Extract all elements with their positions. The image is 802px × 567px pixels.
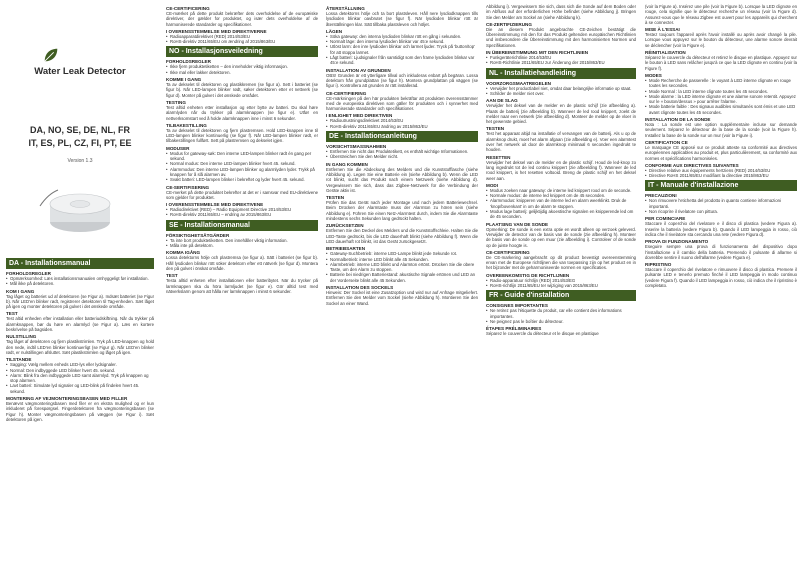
bullet-item: • Ikke mal eller lakker detektoren. xyxy=(166,70,318,75)
section-header: DE - Installationsanleitung xyxy=(326,131,478,142)
subheading: CE-ZERTIFIZIERUNG xyxy=(486,21,532,27)
subheading: INSTALLATION AV GRUNDEN xyxy=(326,67,391,73)
bullet-item: • Directive relative aux équipements hertziens (RED) 2014/53/EU xyxy=(645,168,797,173)
bullet-item: • Non rimuovere l'etichetta del prodotto in quanto contiene informazioni importanti. xyxy=(645,198,797,209)
col5-flow xyxy=(645,0,797,288)
section-header: FR - Guide d'installation xyxy=(486,290,636,301)
subheading: ÅTERSTÄLLNING xyxy=(326,6,365,11)
subheading: PROVA DI FUNZIONAMENTO xyxy=(645,239,709,245)
bullet-item: • Überstreichen Sie den Melder nicht. xyxy=(326,154,478,159)
paragraph: Tag låget af detektoren og fjern plastikstrimlen. Tryk på LED-knappen og hold den nede, indtil LED'en blinker kontinuerligt (se Figur g). Når LED'en blinker rødt, er nulstillingen afsluttet. Sæt plastikstrimlen og låget på igen. xyxy=(6,339,154,355)
paragraph: Abbildung i). Vergewissern Sie sich, dass sich die Sonde auf dem Boden oder im Abfluss auf der erforderlichen Höhe befindet (siehe Abbildung j). Bringen Sie den Melder am Sockel an (siehe Abbildung k). xyxy=(486,4,636,20)
bullet-item: • Ne peignez pas le boîtier du détecteur. xyxy=(486,319,636,324)
bullet-item: • Modus for gateway-søk: Den interne LED-lampen blinker rødt én gang per sekund. xyxy=(166,151,318,162)
subheading: CE-CERTIFICERING xyxy=(166,6,210,11)
paragraph: Tag låget og batteriet ud af detektoren (se Figur a). Indsæt batteriet (se Figur b). Når LED'en blinker rødt, registrerer detektoren til Tag-enheden. Sæt låget på igen og monter detektoren på gulvet i det ønskede område. xyxy=(6,293,154,310)
subheading: TILBAKESTILLING xyxy=(166,122,207,128)
section-header: NL - Installatiehandleiding xyxy=(486,68,636,79)
bullet-item: • Söka gateway: den interna lysdioden blinkar rött en gång i sekunden. xyxy=(326,34,478,39)
detector-illustration xyxy=(30,166,130,246)
subheading: CE-SERTIFISERING xyxy=(166,184,210,190)
subheading: TEST xyxy=(6,311,18,317)
subheading: TESTING xyxy=(166,99,186,105)
bullet-item: • Ta inte bort produktetiketten. Den innehåller viktig information. xyxy=(166,238,318,243)
section-header: DA - Installationsmanual xyxy=(6,258,154,269)
subheading: VORSICHTSMASSNAHMEN xyxy=(326,144,387,150)
bullet-item: • Directive RoHS 2011/65/EU modifiant la directive 2015/863/EU xyxy=(645,173,797,178)
subheading: CE-CERTIFICERING xyxy=(486,249,530,255)
paragraph: Opmerking: De sonde is een extra optie en wordt alleen op verzoek geleverd. Verwijder de detector van de basis van de sonde (zie afbeelding h). Monteer de basis van de sonde op een muur (zie afbeelding i). Controleer of de sonde op de juiste hoogte is. xyxy=(486,226,636,248)
paragraph: Benævnt vægmonteringsbasen med filer er en ekstra mulighed og er kun inkluderet på forespørgsel. Fingerdetektoren fra vægmonteringsbasen (se Figur h). Monter vægmonteringsbasen på væggen (se Figur i). Sæt detektoren på igen. xyxy=(6,401,154,422)
paragraph: Lossa detektorns hölje och ta bort plastsleven. Håll nere lysdiodknappen tills lysdioden blinkar oavbrutet (se figur f). När lysdioden blinkar rött är återställningen klar. Sätt tillbaka plastsleven och höljet. xyxy=(326,11,478,27)
bullet-item: • Verwijder het productlabel niet, omdat daar belangrijke informatie op staat. xyxy=(486,86,636,91)
column-5 xyxy=(645,0,797,567)
bullet-item: • Lavt batteri: Simulate lyd signaler og LED-blink på findelen hvert 45. sekund. xyxy=(6,383,154,394)
paragraph: Verwijder het deksel van de melder en de plastic schijf (zie afbeelding a). Plaats de batterij (zie afbeelding b). Wanneer de led rood knippert, zoekt de melder naar een netwerk (zie afbeelding d). Monteer de melder op de vloer in het gewenste gebied. xyxy=(486,103,636,125)
column-1 xyxy=(0,0,160,567)
subheading: ÉTAPES PRÉLIMINAIRES xyxy=(486,326,542,332)
paragraph: Séparez le couvercle du détecteur et retirez le disque en plastique. Appuyez sur le bouton à LED sans relâcher jusqu'à ce que la LED clignote en continu (voir la Figure f). xyxy=(645,55,797,71)
languages-line-2: IT, ES, PL, CZ, FI, PT, EE xyxy=(28,138,132,148)
bullet-item: • Normal modus: Den interne LED-lampen blinker hvert 45. sekund. xyxy=(166,161,318,166)
subheading: CONSIGNES IMPORTANTES xyxy=(486,303,548,309)
bullet-item: • Måla inte på detektorn. xyxy=(166,243,318,248)
subheading: MODUSER xyxy=(166,145,190,151)
bullet-item: • RoHS-direktiv 2011/65/EU – endring av 2015/863/EU xyxy=(166,212,318,217)
subheading: PER COMINCIARE xyxy=(645,216,686,222)
subheading: TESTEN xyxy=(486,126,505,132)
bullet-item: • Svakt batteri: LED-lampen blinker i bekreftet og lyder hvert 45. sekund. xyxy=(166,177,318,182)
paragraph: Die an diesem Produkt angebrachte CE-Zeichen bestätigt die Übereinstimmung mit den für das Produkt geltenden europäischen Richtlinien und insbesondere die Übereinstimmung mit den harmonisierten Normen und Spezifikationen. xyxy=(486,26,636,48)
subheading: MODES xyxy=(645,72,662,78)
languages-line-1: DA, NO, SE, DE, NL, FR xyxy=(29,125,130,135)
bullet-item: • Funkgeräterichtlinie 2014/53/EU xyxy=(486,55,636,60)
subheading: INSTALLATION DES SOCKELS xyxy=(326,284,394,290)
bullet-item: • Lågt batteri: Ljudsignaler från samtidigt som den frame lysdioden blinkar var 45:e sekund. xyxy=(326,55,478,66)
paragraph: CE-märkningen på den här produkten bekräftar att produkten överensstämmer med de europeiska direktiven som gäller för produkten och i synnerhet med harmoniserade standarder och specifikationer. xyxy=(326,95,478,112)
bullet-item: • Mode batterie faible : Des signaux audibles simultanés sont émis et une LED avant clignote toutes les 45 secondes. xyxy=(645,104,797,115)
bullet-item: • Sagging: Vælg mellem enheds LED-lys eller lydsignaler. xyxy=(6,362,154,367)
section-header: IT - Manuale d'installazione xyxy=(645,180,797,191)
paragraph: OBS! Grunden är ett ytterligare tillval och inkluderas enbart på begäran. Lossa detektorn från grundplattan (se figur h). Montera grundplattan på väggen (se figur i). Kontrollera att grunden är rätt installerad. xyxy=(326,72,478,89)
subheading: FORHOLDSREGLER xyxy=(6,271,51,276)
col1-flow xyxy=(6,256,154,422)
version-label: Version 1.3 xyxy=(67,158,93,164)
leaf-logo-icon xyxy=(42,46,60,64)
bullet-item: • Radioapparatdirektivet (RED) 2014/53/EU xyxy=(166,34,318,39)
subheading: BETRIEBSARTEN xyxy=(326,246,366,252)
subheading: LÄGEN xyxy=(326,28,343,34)
paragraph: Verwijder het deksel van de melder en de plastic schijf. Houd de led-knop zo lang ingedrukt tot de led continu knippert (zie afbeelding f). Wanneer de led rood knippert, is het resetten voltooid. Breng de plastic schijf en het deksel weer aan. xyxy=(486,159,636,181)
bullet-item: • Alarmmodus: knipperen van de interne led en alarm weerklinkt. Druk de 'knop/bovenkant' in om de alarm te stoppen. xyxy=(486,198,636,209)
subheading: TEST xyxy=(166,273,178,279)
column-3 xyxy=(326,0,478,567)
paragraph: Entfernen Sie den Deckel des Melders und die Kunststoffschleie. Halten Sie die LED-Taste gedrückt, bis die LED dauerhaft blinkt (siehe Abbildung f). Wenn die LED dauerhaft rot blinkt, ist das Gerät zurückgesetzt. xyxy=(326,228,478,244)
bullet-item: • Ne retirez pas l'étiquette du produit, car elle contient des informations importantes. xyxy=(486,308,636,319)
subheading: FÖRSIKTIGHETSÅTGÄRDER xyxy=(166,232,230,238)
subheading: NULSTILLING xyxy=(6,334,37,340)
subheading: TESTEN xyxy=(326,195,345,201)
bullet-item: • Radio-apparatuur richtlijn (RED) 2014/53/EG xyxy=(486,278,636,283)
paragraph: CE-mærket på dette produkt bekræfter dets overholdelse af de europæiske direktiver, der gælder for produktet, og især dets overholdelse af de harmoniserede standarder og specifikationer. xyxy=(166,11,318,27)
subheading: I OVERENSSTEMMELSE MED DIREKTIVENE xyxy=(166,202,264,208)
bullet-item: • Normal: Den indbyggede LED blinker hvert 45. sekund. xyxy=(6,368,154,373)
paragraph: Staccare il coperchio del rivelatore e rimuovere il disco di plastica. Premere il pulsante LED e tenerlo premuto finché il LED lampeggia in modo continuo (vedere Figura f). Quando il LED lampeggia in rosso, ciò indica che il ripristino è completato. xyxy=(645,267,797,288)
paragraph: Staccare il coperchio del rivelatore e il disco di plastica (vedere Figura a). Inserire la batteria (vedere Figura b). Quando il LED lampeggia in rosso, ciò indica che il rivelatore sta cercando una rete (vedere Figura d). xyxy=(645,221,797,237)
subheading: MONTERING AF VEJMONTERINGSBASEN MED FILLER xyxy=(6,396,128,402)
bullet-item: • Mode Recherche de passerelle : le voyant à LED interne clignote en rouge toutes les secondes. xyxy=(645,78,797,89)
subheading: AAN DE SLAG xyxy=(486,98,518,104)
section-header: SE - Installationsmanual xyxy=(166,220,318,231)
column-2 xyxy=(166,0,318,567)
paragraph: Ta av dekselet til detektoren og fjern plastremsen. Hold LED-knappen inne til LED-lampen blinker kontinuerlig (se figur f). Når LED-lampen blinker rødt, er tilbakestillingen fullført. Sett på plastremsen og dekselet igjen. xyxy=(166,127,318,144)
subheading: KOMMA IGÅNG xyxy=(166,250,201,256)
subheading: FORHOLDSREGLER xyxy=(166,59,211,65)
subheading: TILSTANDE xyxy=(6,357,32,363)
paragraph: Testez toujours l'appareil après l'avoir installé ou après avoir changé la pile. Lorsque vous appuyez sur le bouton du détecteur, une alarme sonore devrait se déclencher (voir la Figure e). xyxy=(645,32,797,48)
paragraph: De CE-markering aangebracht op dit product bevestigt overeenstemming ervan met de Europese richtlijnen die van toepassing zijn op het product en in het bijzonder met de geharmoniseerde normen en specificaties. xyxy=(486,254,636,271)
paragraph: Hinweis: Der Sockel ist eine Zusatzoption und wird nur auf Anfrage mitgeliefert. Entfernen Sie den Melder vom Sockel (siehe Abbildung h). Montieren Sie den Sockel an einer Wand. xyxy=(326,289,478,306)
paragraph: CE-merket på dette produktet bekrefter at det er i samsvar med EU-direktivene som gjelder for produktet. xyxy=(166,189,318,200)
subheading: PLAATSING VAN DE SONDE xyxy=(486,221,549,227)
bullet-item: • RoHS-richtlijn 2011/65/EU ter wijziging van 2015/863/EU xyxy=(486,283,636,288)
subheading: OVEREENKOMSTIG DE RICHTLIJNEN xyxy=(486,272,570,278)
subheading: IN ÜBEREINSTIMMUNG MIT DEN RICHTLINIEN xyxy=(486,50,589,56)
bullet-item: • Alarmmodus: Den interne LED-lampen blinker og alarmlyden lyder. Trykk på knappen for å slå alarmen av. xyxy=(166,167,318,178)
subheading: IN GANG KOMMEN xyxy=(326,161,368,167)
subheading: CE-CERTIFIERING xyxy=(326,90,367,96)
bullet-item: • Normalt läge: den interna lysdioden blinkar var 45:e sekund. xyxy=(326,39,478,44)
subheading: CERTIFICATION CE xyxy=(645,139,688,145)
subheading: KOM I GANG xyxy=(6,288,35,294)
bullet-item: • Entfernen Sie nicht das Produktetikett, es enthält wichtige Informationen. xyxy=(326,149,478,154)
bullet-item: • RoHS-direktiv 2011/65/EU om ændring af 2015/863/EU xyxy=(166,39,318,44)
bullet-item: • Non ricoprire il rivelatore con pittura. xyxy=(645,209,797,214)
paragraph: Eseguire sempre una prova di funzionamento del dispositivo dopo l'installazione o il cambio della batteria. Premendo il pulsante di allarme si dovrebbe sentire il suono dell'allarme (vedere Figura e). xyxy=(645,244,797,260)
subheading: I OVERENSSTEMMELSE MED DIREKTIVERNE xyxy=(166,28,267,34)
subheading: VOORZORGSMAATREGELEN xyxy=(486,80,551,86)
bullet-item: • Modus lage batterij: gelijktijdig akoestische signalen en knipperende led om de 45 seconden. xyxy=(486,209,636,220)
paragraph: Prüfen Sie das Gerät nach jeder Montage und nach jedem Batteriewechsel. Beim Drücken der Alarmtaste muss der Alarmton zu hören sein (siehe Abbildung e). Führen Sie einen Netz-Alarmtest durch, indem Sie die Alarmtaste mindestens sechs Sekunden lang gedrückt halten. xyxy=(326,200,478,222)
languages-list xyxy=(0,124,160,150)
section-header: NO - Installasjonsveiledning xyxy=(166,46,318,57)
subheading: MODI xyxy=(486,182,498,188)
subheading: CONFORME AUX DIRECTIVES SUIVANTES xyxy=(645,162,739,168)
bullet-item: • Opmærksomhed: Læs installationsmanualen omhyggeligt før installation. xyxy=(6,276,154,281)
paragraph: (voir la Figure a). Insérez une pile (voir la Figure b). Lorsque la LED clignote en rouge, cela signifie que le détecteur recherche un réseau (voir la Figure d). Assurez-vous que le réseau Zigbee est ouvert pour les appareils qui cherchent à se connecter. xyxy=(645,4,797,25)
bullet-item: • Schilder de melder niet over. xyxy=(486,91,636,96)
paragraph: Test het apparaat altijd na installatie of vervangen van de batterij. Als u op de alarmknop drukt, moet het alarm afgaan (zie afbeelding e). Voer een alarmtest over het netwerk uit door de alarmknop minimaal 6 seconden ingedrukt te houden. xyxy=(486,131,636,153)
product-title: Water Leak Detector xyxy=(34,66,126,77)
bullet-item: • Mål ikke på detektoren. xyxy=(6,281,154,286)
paragraph: Ta av dekselet til detektoren og plastikkremen (se figur a). Sett i batteriet (se figur b). Når LED-lampen blinker rødt, søker detektoren etter et nettverk (se figur d). Monter på gulvet i det ønskede området. xyxy=(166,82,318,98)
subheading: INSTALLATION DE LA SONDE xyxy=(645,117,711,123)
bullet-item: • Batterie bei niedrigen Batteriestand: akustische Signale ertönen und LED an der Vorderseite blinkt alle 45 Sekunden. xyxy=(326,272,478,283)
bullet-item: • Normalbetrieb: interne LED blinkt alle 45 Sekunden. xyxy=(326,257,478,262)
bullet-item: • Radiodirektivet (RED) – Radio Equipment Directive 2014/53/EU xyxy=(166,207,318,212)
paragraph: Lossa detektorns hölje och plastremsa (se figur a). Sätt i batteriet (se figur b). Håll lysdioden blinkar rött söker detektorn efter ett nätverk (se figur d). Montera den på golvet i önskat område. xyxy=(166,255,318,271)
paragraph: Entfernen Sie die Abdeckung des Melders und die Kunststofflasche (siehe Abbildung a). Legen Sie eine Batterie ein (siehe Abbildung b). Wenn die LED rot blinkt, sucht das Produkt nach einem Netzwerk (siehe Abbildung d). Vergewissern Sie sich, dass das Zigbee-Netzwerk für die Verbindung der Geräte aktiv ist. xyxy=(326,166,478,193)
subheading: ZURÜCKSETZEN xyxy=(326,223,364,229)
subheading: MISE À L'ESSAI xyxy=(645,27,680,33)
col4-flow xyxy=(486,0,636,336)
bullet-item: • Ikke fjern produktetiketten – den inneholder viktig informasjon. xyxy=(166,64,318,69)
bullet-item: • Radioutrustningsdirektivet 2014/53/EU xyxy=(326,118,478,123)
subheading: RESETTEN xyxy=(486,154,511,160)
bullet-item: • Normale modus: de interne led knippert om de 45 seconden. xyxy=(486,193,636,198)
paragraph: Testa alltid enheten efter installationen eller batteribytet. När du trycker på larmknappen ska du höra larmljudet (se figur e). Gör alltid test med nätverkslarm genom att hålla ner larmknappen i minst 6 sekunder. xyxy=(166,278,318,294)
bullet-item: • RoHS-direktiv 2011/65/EU ändring av 2015/863/EU xyxy=(326,124,478,129)
bullet-item: • Mode alarme : la LED interne clignote et une alarme sonore retentit. Appuyez sur le « bouton/dessus » pour arrêter l'alarme. xyxy=(645,94,797,105)
subheading: I ENLIGHET MED DIREKTIVEN xyxy=(326,113,393,119)
bullet-item: • Modus zoeken naar gateway: de interne led knippert rood om de seconde. xyxy=(486,188,636,193)
subheading: PRECAUZIONI xyxy=(645,193,677,199)
paragraph: Séparez le couvercle du détecteur et le disque en plastique xyxy=(486,331,599,337)
bullet-item: • Gateway-Suchbetrieb: interne LED-Lampe blinkt jede Sekunde rot. xyxy=(326,251,478,256)
bullet-item: • Utlöst larm: den inre lysdioden blinkar och larmet ljuder. Tryck på 'button/top' för att stoppa larmet. xyxy=(326,44,478,55)
subheading: RIPRISTINO xyxy=(645,262,672,268)
bullet-item: • Alarmbetrieb: interne LED blinkt und Alarmton ertönt. Drücken Sie die obere Taste, um den Alarm zu stoppen. xyxy=(326,262,478,273)
paragraph: Test alltid enheten etter installasjon og etter bytte av batteri. Du skal høre alarmlyden når du trykker på alarmknappen (se figur e). Utfør en nettverksomstart ved å holde alarmknappen inne i minst 6 sekunder. xyxy=(166,104,318,121)
col3-flow xyxy=(326,0,478,306)
paragraph: Nota : La sonde est une option supplémentaire incluse sur demande seulement. Séparez le détecteur de la base de la sonde (voir la Figure h). Installez la base de la sonde sur un mur (voir la Figure i). xyxy=(645,122,797,138)
bullet-item: • Mode Normal : la LED interne clignote toutes les 45 secondes. xyxy=(645,89,797,94)
col2-flow xyxy=(166,0,318,294)
paragraph: Test altid enheden efter installation eller batteriudskiftning. Når du trykker på alarmknappen, bør du høre en alarmlyd (se Figur a). Læs en kortere beskrivelse på bagsiden. xyxy=(6,316,154,333)
subheading: KOMME I GANG xyxy=(166,77,202,83)
bullet-item: • RoHS-Richtlinie 2011/65/EU zur Änderung der 2015/863/EU xyxy=(486,60,636,65)
bullet-item: • Alarm: Blink fra den indbyggede LED samt alarmlyd. Tryk på knappen og stop alarmen. xyxy=(6,373,154,384)
paragraph: Le marquage CE apposé sur ce produit atteste sa conformité aux directives européennes applicables au produit et, plus particulièrement, sa conformité aux normes et spécifications harmonisées. xyxy=(645,144,797,161)
column-4 xyxy=(486,0,636,567)
subheading: RÉINITIALISATION xyxy=(645,50,686,56)
